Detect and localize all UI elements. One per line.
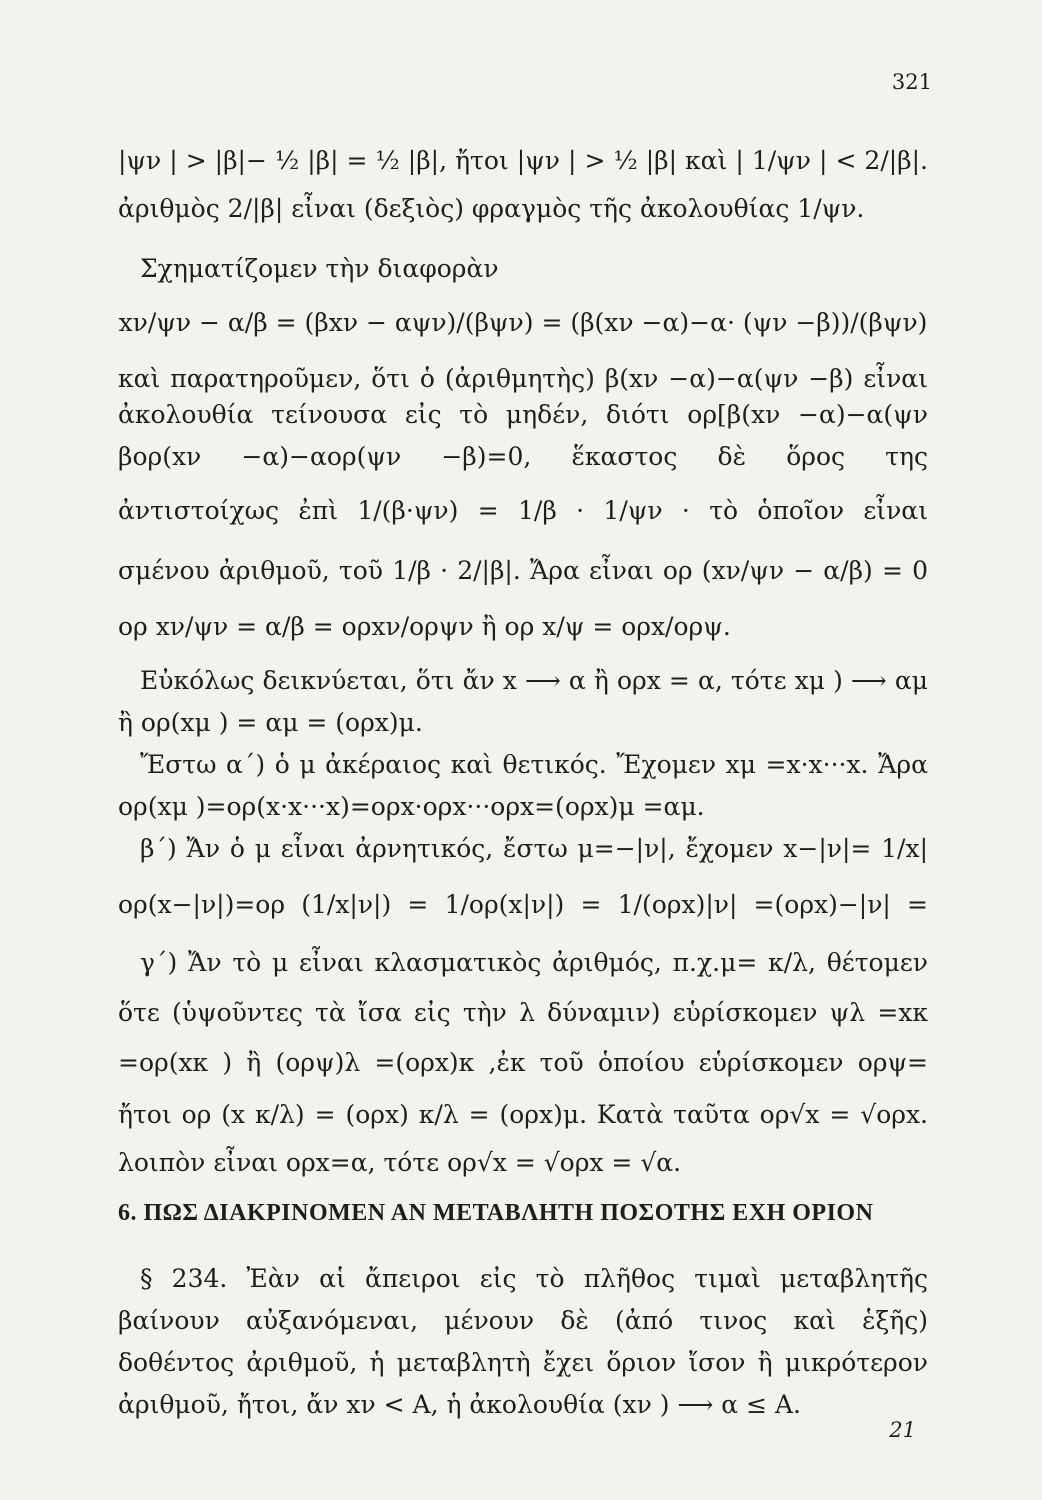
text-line: ἢ ορ(xμ ) = αμ = (ορx)μ. [118,708,423,737]
text-line: |ψν | > |β|− ½ |β| = ½ |β|, ἤτοι |ψν | > ½ |β| καὶ | 1/ψν | < 2/|β|. [118,146,928,175]
paragraph-line: δοθέντος ἀριθμοῦ, ἡ μεταβλητὴ ἔχει ὅριον ἴσον ἢ μικρότερον [118,1348,928,1377]
text-line: βορ(xν −α)−αορ(ψν −β)=0, ἕκαστος δὲ ὅρος της [118,442,928,471]
text-line: ἀντιστοίχως ἐπὶ 1/(β·ψν) = 1/β · 1/ψν · τὸ ὁποῖον εἶναι [118,496,928,525]
text-line: Σχηματίζομεν τὴν διαφορὰν [140,254,499,283]
text-line: καὶ παρατηροῦμεν, ὅτι ὁ (ἀριθμητὴς) β(xν −α)−α(ψν −β) εἶναι [118,364,928,393]
formula-line: ορ(x−|ν|)=ορ (1/x|ν|) = 1/ορ(x|ν|) = 1/(ορx)|ν| =(ορx)−|ν| = [118,890,928,919]
text-line: =ορ(xκ ) ἢ (ορψ)λ =(ορx)κ ,ἐκ τοῦ ὁποίου εὑρίσκομεν ορψ= [118,1048,928,1077]
paragraph-line: § 234. Ἐὰν αἱ ἄπειροι εἰς τὸ πλῆθος τιμαὶ μεταβλητῆς [140,1264,928,1293]
text-line: Εὐκόλως δεικνύεται, ὅτι ἄν x ⟶ α ἢ ορx = α, τότε xμ ) ⟶ αμ [140,666,928,695]
formula-line: xν/ψν − α/β = (βxν − αψν)/(βψν) = (β(xν −α)−α· (ψν −β))/(βψν) [118,308,928,337]
text-line: ἀκολουθία τείνουσα εἰς τὸ μηδέν, διότι ορ[β(xν −α)−α(ψν [118,400,928,429]
footer-signature-number: 21 [889,1418,916,1442]
text-line: β΄) Ἄν ὁ μ εἶναι ἀρνητικός, ἔστω μ=−|ν|, ἔχομεν x−|ν|= 1/x| [140,834,928,863]
text-line: ἤτοι ορ (x κ/λ) = (ορx) κ/λ = (ορx)μ. Κατὰ ταῦτα ορ√x = √ορx. [118,1100,928,1129]
text-line: ἀριθμὸς 2/|β| εἶναι (δεξιὸς) φραγμὸς τῆς ἀκολουθίας 1/ψν. [118,194,865,223]
text-line: γ΄) Ἄν τὸ μ εἶναι κλασματικὸς ἀριθμός, π.χ.μ= κ/λ, θέτομεν [140,948,928,977]
paragraph-line: ἀριθμοῦ, ἤτοι, ἄν xν < Α, ἡ ἀκολουθία (xν ) ⟶ α ≤ Α. [118,1390,801,1419]
page-number: 321 [891,70,932,94]
paragraph-line: βαίνουν αὐξανόμεναι, μένουν δὲ (ἀπό τινος καὶ ἑξῆς) [118,1306,928,1335]
text-line: λοιπὸν εἶναι ορx=α, τότε ορ√x = √ορx = √α. [118,1148,682,1177]
text-line: σμένου ἀριθμοῦ, τοῦ 1/β · 2/|β|. Ἄρα εἶναι ορ (xν/ψν − α/β) = 0 [118,556,928,585]
text-line: ορ(xμ )=ορ(x·x···x)=ορx·ορx···ορx=(ορx)μ =αμ. [118,792,705,821]
section-heading: 6. ΠΩΣ ΔΙΑΚΡΙΝΟΜΕΝ ΑΝ ΜΕΤΑΒΛΗΤΗ ΠΟΣΟΤΗΣ ΕΧΗ ΟΡΙΟΝ [118,1200,874,1226]
text-line: ὅτε (ὑψοῦντες τὰ ἴσα εἰς τὴν λ δύναμιν) εὑρίσκομεν ψλ =xκ [118,998,928,1027]
formula-line: ορ xν/ψν = α/β = ορxν/ορψν ἢ ορ x/ψ = ορx/ορψ. [118,612,731,641]
text-line: Ἔστω α΄) ὁ μ ἀκέραιος καὶ θετικός. Ἔχομεν xμ =x·x···x. Ἄρα [140,750,928,779]
